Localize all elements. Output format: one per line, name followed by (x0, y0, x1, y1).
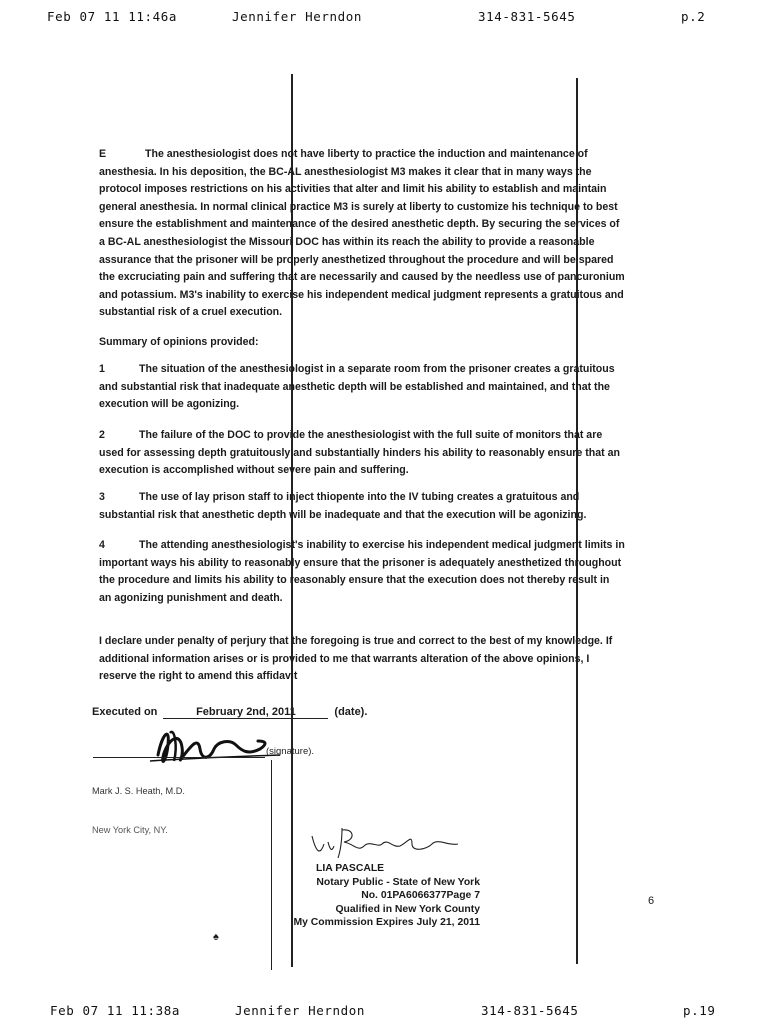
declaration (99, 633, 659, 686)
opinion-number: 1 (99, 363, 105, 375)
paragraph-label: E (99, 148, 107, 160)
fax-header-phone: 314-831-5645 (478, 9, 576, 24)
paragraph-line (99, 361, 659, 379)
paragraph-line: and substantial risk that inadequate anesthetic depth will be established and maintained, and that the (99, 380, 610, 393)
summary-heading: Summary of opinions provided: (99, 336, 259, 348)
paragraph-text: The failure of the DOC to provide the anesthesiologist with the full suite of monitors that are (139, 429, 603, 441)
paragraph-line (99, 489, 659, 507)
fax-footer-date: Feb 07 11 11:38a (50, 1003, 181, 1018)
paragraph-line: used for assessing depth gratuitously and substantially hinders his ability to reasonably ensure that an (99, 446, 620, 459)
paragraph-text: The anesthesiologist does not have liberty to practice the induction and maintenance of (145, 148, 588, 160)
execution-date: February 2nd, 2011 (163, 706, 328, 719)
signer-name: Mark J. S. Heath, M.D. (92, 786, 185, 796)
notary-line: Qualified in New York County (335, 903, 480, 915)
notary-name: LIA PASCALE (316, 863, 385, 874)
paragraph-e (99, 146, 659, 322)
signer-city: New York City, NY. (92, 825, 168, 835)
page-number: 6 (648, 895, 655, 907)
paragraph-line: and potassium. M3's inability to exercise his independent medical judgment represents a gratuitous and (99, 288, 624, 301)
notary-line: No. 01PA6066377Page 7 (361, 890, 480, 901)
paragraph-line (99, 537, 659, 555)
opinion-1 (99, 361, 659, 414)
paragraph-line: general anesthesia. In normal clinical practice M3 is surely at liberty to customize his technique to best (99, 200, 618, 213)
fax-footer (0, 1003, 768, 1023)
paragraph-text: The situation of the anesthesiologist in a separate room from the prisoner creates a gratuitous (139, 363, 615, 375)
notary-line: Notary Public - State of New York (316, 876, 480, 888)
signature-line (93, 757, 265, 758)
paragraph-line: additional information arises or is provided to me that warrants alteration of the above opinions, I (99, 652, 590, 665)
paragraph-line: substantial risk of a cruel execution. (99, 306, 283, 319)
paragraph-text: The attending anesthesiologist's inability to exercise his independent medical judgment limits in (139, 539, 625, 551)
paragraph-line: an agonizing punishment and death. (99, 591, 283, 604)
paragraph-line: anesthesia. In his deposition, the BC-AL anesthesiologist M3 makes it clear that in many ways the (99, 165, 592, 178)
paragraph-line: the procedure and limits his ability to reasonably ensure that the execution does not thereby result in (99, 574, 610, 587)
notary-stamp (250, 862, 480, 930)
paragraph-text: The use of lay prison staff to inject thiopente into the IV tubing creates a gratuitous and (139, 491, 580, 503)
opinion-4 (99, 537, 659, 607)
paragraph-line (99, 146, 659, 164)
paragraph-line: substantial risk that anesthetic depth will be inadequate and that the execution will be agonizing. (99, 508, 587, 521)
signature-label: (signature). (266, 746, 315, 757)
fax-footer-phone: 314-831-5645 (481, 1003, 579, 1018)
fax-header-page: p.2 (681, 9, 706, 24)
fax-header-date: Feb 07 11 11:46a (47, 9, 178, 24)
fax-footer-page: p.19 (683, 1003, 716, 1018)
opinion-3 (99, 489, 659, 524)
fax-header (0, 9, 768, 29)
notary-signature (308, 822, 468, 864)
opinion-number: 2 (99, 429, 105, 441)
paragraph-line: a BC-AL anesthesiologist the Missouri DOC has within its reach the ability to provide a reasonable (99, 235, 595, 248)
opinion-number: 4 (99, 539, 105, 551)
opinion-2 (99, 427, 659, 480)
stray-mark: ♠ (213, 931, 219, 943)
paragraph-line (99, 427, 659, 445)
opinion-number: 3 (99, 491, 105, 503)
notary-line: My Commission Expires July 21, 2011 (293, 917, 480, 928)
fax-header-sender: Jennifer Herndon (232, 9, 363, 24)
paragraph-line: execution is accomplished without severe pain and suffering. (99, 464, 409, 477)
fax-footer-sender: Jennifer Herndon (235, 1003, 366, 1018)
paragraph-line: assurance that the prisoner will be properly anesthetized throughout the procedure and will be spared (99, 253, 614, 266)
execution-suffix: (date). (334, 706, 368, 718)
handwritten-signature (140, 715, 290, 775)
paragraph-line: the excruciating pain and suffering that are necessarily and caused by the needless use of pancuronium (99, 271, 625, 284)
execution-prefix: Executed on (92, 706, 158, 718)
paragraph-line: execution will be agonizing. (99, 398, 240, 411)
paragraph-line: protocol imposes restrictions on his activities that alter and limit his ability to establish and maintain (99, 183, 607, 196)
paragraph-line: important ways his ability to reasonably ensure that the prisoner is adequately anesthetized throughout (99, 556, 622, 569)
paragraph-line: I declare under penalty of perjury that the foregoing is true and correct to the best of my knowledge. If (99, 635, 613, 647)
paragraph-line: reserve the right to amend this affidavit (99, 670, 298, 683)
paragraph-line: ensure the establishment and maintenance of the desired anesthetic depth. By securing the services of (99, 218, 620, 231)
